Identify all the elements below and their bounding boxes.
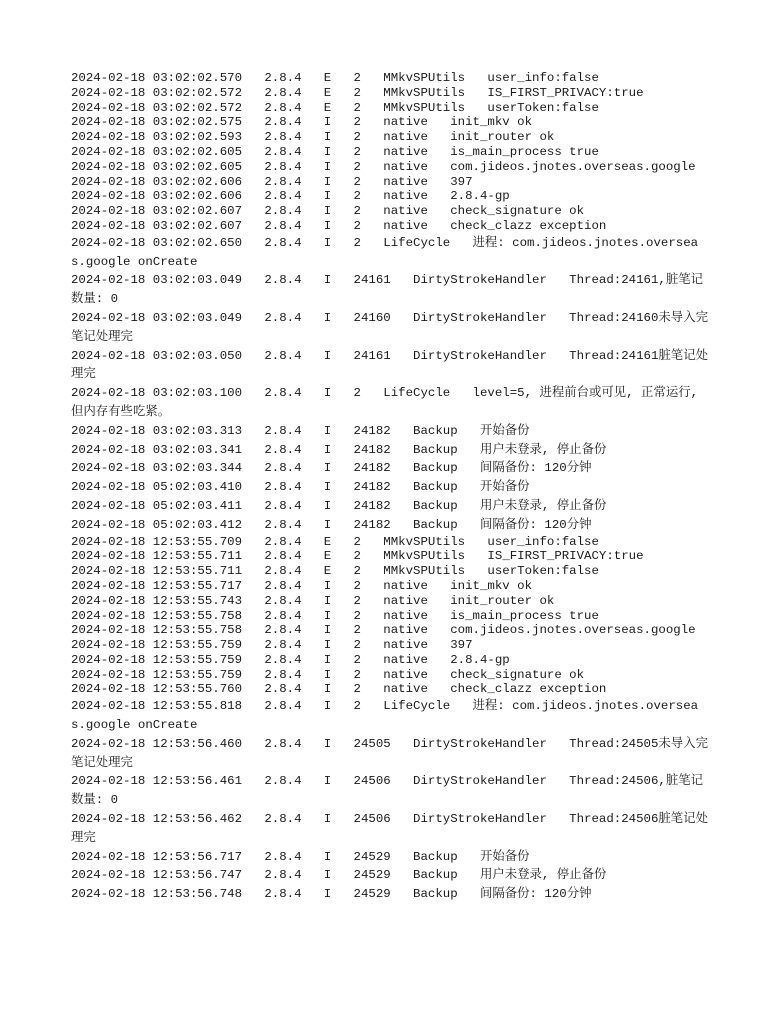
log-line: 2024-02-18 03:02:02.575 2.8.4 I 2 native init_mkv ok (71, 115, 533, 130)
log-line: 2024-02-18 03:02:03.100 2.8.4 I 2 LifeCycle level=5, 进程前台或可见, 正常运行, 但内存有些吃紧。 (71, 386, 706, 419)
log-line: 2024-02-18 12:53:56.461 2.8.4 I 24506 DirtyStrokeHandler Thread:24506,脏笔记数量: 0 (71, 774, 704, 808)
log-line: 2024-02-18 12:53:55.818 2.8.4 I 2 LifeCycle 进程: com.jideos.jnotes.overseas.google onCreate (71, 699, 699, 733)
log-line: 2024-02-18 03:02:02.570 2.8.4 E 2 MMkvSPUtils user_info:false (71, 71, 599, 85)
log-line: 2024-02-18 03:02:03.049 2.8.4 I 24161 DirtyStrokeHandler Thread:24161,脏笔记数量: 0 (71, 273, 704, 307)
log-line: 2024-02-18 05:02:03.410 2.8.4 I 24182 Backup 开始备份 (71, 480, 530, 495)
log-line: 2024-02-18 12:53:55.743 2.8.4 I 2 native init_router ok (71, 593, 555, 608)
log-line: 2024-02-18 03:02:02.605 2.8.4 I 2 native is_main_process true (71, 144, 599, 159)
log-line: 2024-02-18 03:02:02.606 2.8.4 I 2 native 397 (71, 174, 473, 189)
log-line: 2024-02-18 12:53:55.758 2.8.4 I 2 native is_main_process true (71, 608, 599, 623)
log-line: 2024-02-18 03:02:03.313 2.8.4 I 24182 Backup 开始备份 (71, 423, 530, 438)
log-line: 2024-02-18 03:02:03.344 2.8.4 I 24182 Backup 间隔备份: 120分钟 (71, 461, 592, 476)
log-line: 2024-02-18 12:53:55.760 2.8.4 I 2 native check_clazz exception (71, 682, 607, 697)
log-line: 2024-02-18 12:53:55.711 2.8.4 E 2 MMkvSPUtils IS_FIRST_PRIVACY:true (71, 549, 644, 564)
log-line: 2024-02-18 03:02:03.049 2.8.4 I 24160 DirtyStrokeHandler Thread:24160未导入完笔记处理完 (71, 310, 708, 344)
log-line: 2024-02-18 03:02:03.341 2.8.4 I 24182 Backup 用户未登录, 停止备份 (71, 442, 607, 457)
log-line: 2024-02-18 12:53:56.462 2.8.4 I 24506 DirtyStrokeHandler Thread:24506脏笔记处理完 (71, 812, 708, 845)
log-line: 2024-02-18 03:02:02.572 2.8.4 E 2 MMkvSPUtils IS_FIRST_PRIVACY:true (71, 85, 644, 100)
log-line: 2024-02-18 12:53:55.759 2.8.4 I 2 native check_signature ok (71, 667, 585, 682)
log-line: 2024-02-18 03:02:02.650 2.8.4 I 2 LifeCycle 进程: com.jideos.jnotes.overseas.google onCreate (71, 235, 699, 269)
log-line: 2024-02-18 05:02:03.411 2.8.4 I 24182 Backup 用户未登录, 停止备份 (71, 498, 607, 513)
log-line: 2024-02-18 03:02:03.050 2.8.4 I 24161 DirtyStrokeHandler Thread:24161脏笔记处理完 (71, 348, 708, 382)
log-line: 2024-02-18 03:02:02.607 2.8.4 I 2 native check_signature ok (71, 204, 585, 219)
log-line: 2024-02-18 03:02:02.607 2.8.4 I 2 native check_clazz exception (71, 218, 607, 233)
log-line: 2024-02-18 03:02:02.593 2.8.4 I 2 native init_router ok (71, 130, 555, 145)
log-line: 2024-02-18 12:53:56.460 2.8.4 I 24505 DirtyStrokeHandler Thread:24505未导入完笔记处理完 (71, 736, 708, 770)
log-line: 2024-02-18 12:53:55.759 2.8.4 I 2 native 2.8.4-gp (71, 652, 510, 667)
log-line: 2024-02-18 03:02:02.605 2.8.4 I 2 native com.jideos.jnotes.overseas.google (71, 159, 696, 174)
log-line: 2024-02-18 03:02:02.572 2.8.4 E 2 MMkvSPUtils userToken:false (71, 100, 599, 115)
log-line: 2024-02-18 12:53:55.758 2.8.4 I 2 native com.jideos.jnotes.overseas.google (71, 623, 696, 638)
log-line: 2024-02-18 12:53:55.711 2.8.4 E 2 MMkvSPUtils userToken:false (71, 564, 599, 579)
log-line: 2024-02-18 03:02:02.606 2.8.4 I 2 native 2.8.4-gp (71, 189, 510, 204)
log-line: 2024-02-18 12:53:55.717 2.8.4 I 2 native init_mkv ok (71, 578, 533, 593)
log-line: 2024-02-18 12:53:56.717 2.8.4 I 24529 Backup 开始备份 (71, 849, 530, 864)
log-line: 2024-02-18 12:53:56.748 2.8.4 I 24529 Backup 间隔备份: 120分钟 (71, 887, 592, 902)
log-line: 2024-02-18 05:02:03.412 2.8.4 I 24182 Backup 间隔备份: 120分钟 (71, 517, 592, 532)
log-line: 2024-02-18 12:53:56.747 2.8.4 I 24529 Backup 用户未登录, 停止备份 (71, 868, 607, 883)
log-line: 2024-02-18 12:53:55.759 2.8.4 I 2 native 397 (71, 638, 473, 653)
log-line: 2024-02-18 12:53:55.709 2.8.4 E 2 MMkvSPUtils user_info:false (71, 534, 599, 549)
log-text-block (71, 71, 711, 904)
